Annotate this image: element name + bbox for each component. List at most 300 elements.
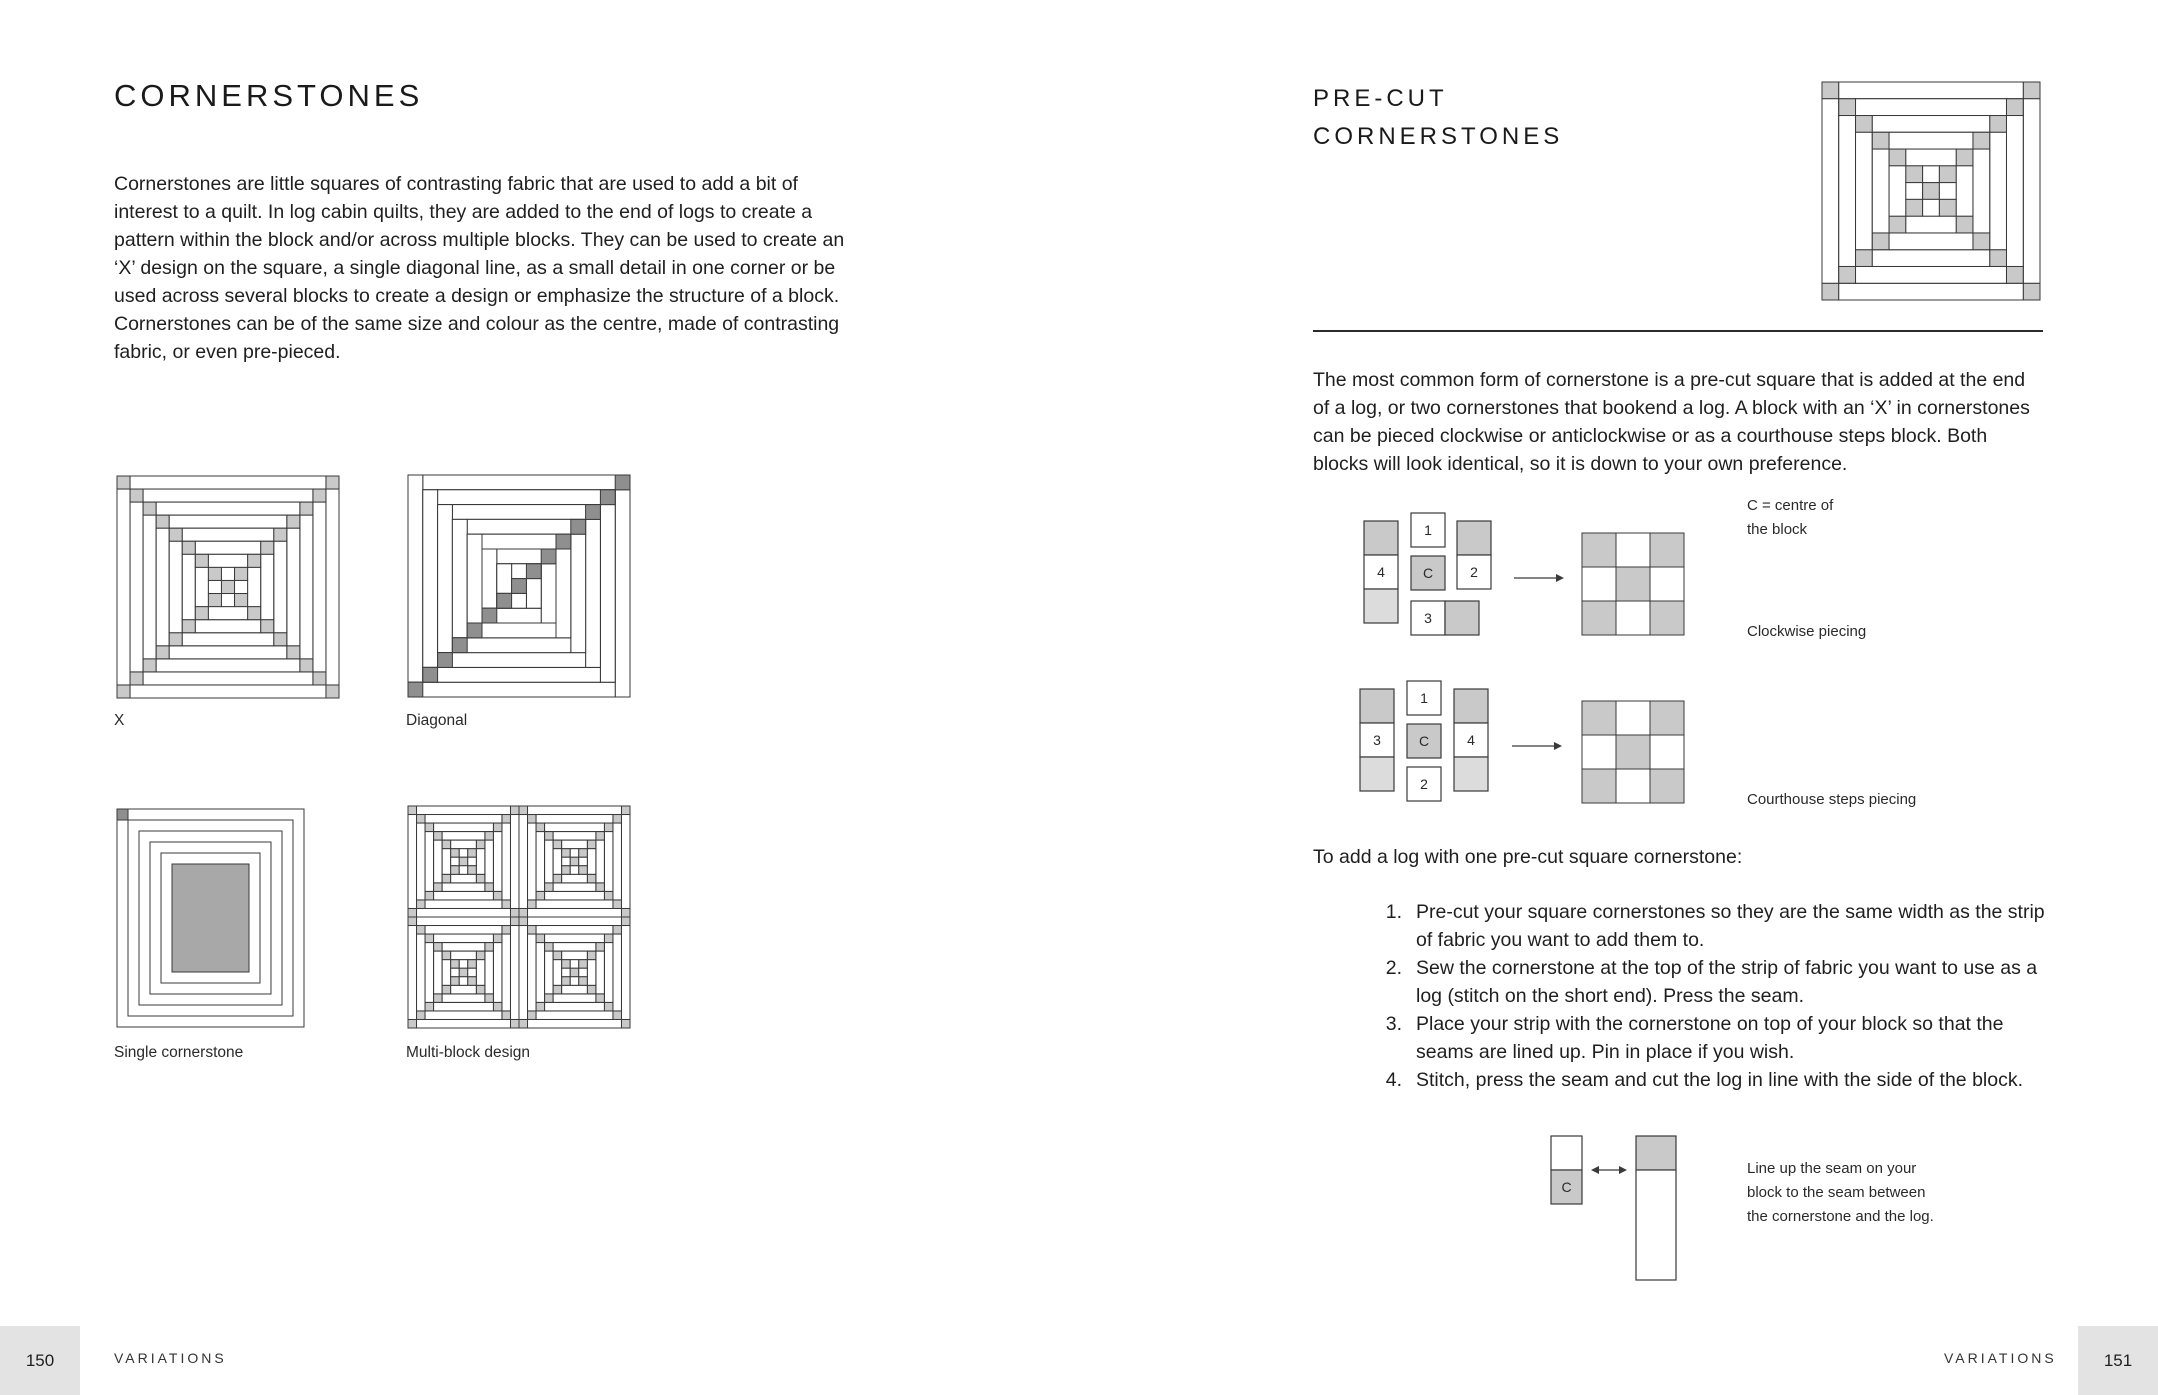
log — [1889, 233, 1973, 250]
log — [300, 515, 313, 659]
centre-cell — [1939, 166, 1956, 183]
cornerstone — [417, 900, 426, 909]
log — [493, 943, 502, 1003]
log — [536, 900, 613, 909]
log — [1872, 250, 1989, 267]
centre-letter: C — [1422, 565, 1434, 581]
cornerstone — [117, 809, 128, 820]
log — [425, 943, 434, 1003]
cornerstone — [600, 490, 615, 505]
centre-cell — [570, 849, 579, 858]
log — [182, 633, 273, 646]
centre-cell — [235, 580, 248, 593]
log — [1990, 132, 2007, 249]
log — [476, 849, 485, 875]
cornerstone — [117, 685, 130, 698]
log — [467, 534, 482, 623]
log — [613, 823, 622, 900]
log — [545, 823, 605, 832]
seam-note-line: Line up the seam on your — [1747, 1160, 1917, 1177]
log — [425, 926, 502, 935]
piece-number-2: 2 — [1420, 776, 1428, 792]
log — [2006, 116, 2023, 267]
cornerstone — [2023, 82, 2040, 99]
cornerstone — [536, 934, 545, 943]
centre-cell — [570, 960, 579, 969]
log — [434, 840, 443, 883]
log — [600, 505, 615, 683]
centre-cell — [451, 849, 460, 858]
cornerstone — [326, 685, 339, 698]
log — [208, 607, 247, 620]
result-cell — [1650, 533, 1684, 567]
cornerstone — [553, 840, 562, 849]
centre-note-line: the block — [1747, 521, 1808, 538]
log — [528, 917, 622, 926]
cornerstone — [528, 900, 537, 909]
cornerstone — [493, 891, 502, 900]
courthouse-piecing-diagram — [1360, 681, 1684, 803]
log — [476, 960, 485, 986]
cornerstone — [536, 1002, 545, 1011]
steps-intro: To add a log with one pre-cut square cornerstone: — [1313, 846, 1743, 868]
log — [536, 1011, 613, 1020]
piece-number-3: 3 — [1424, 610, 1432, 626]
centre-cell — [235, 594, 248, 607]
centre-cell — [1923, 183, 1940, 200]
cornerstone — [528, 926, 537, 935]
cornerstone — [425, 934, 434, 943]
result-cell — [1616, 769, 1650, 803]
intro-line: can be pieced clockwise or anticlockwise or as a courthouse steps block. Both — [1313, 425, 1988, 447]
centre-cell — [579, 968, 588, 977]
log — [553, 883, 596, 892]
log — [545, 891, 605, 900]
cornerstone — [613, 900, 622, 909]
log — [438, 490, 616, 505]
log — [493, 832, 502, 892]
cornerstone — [417, 926, 426, 935]
precut-intro-paragraph — [1313, 366, 2053, 478]
cornerstone — [519, 908, 528, 917]
centre-cell — [208, 580, 221, 593]
cornerstone — [556, 534, 571, 549]
cornerstone — [510, 908, 519, 917]
centre-cell — [208, 567, 221, 580]
cornerstone — [2023, 283, 2040, 300]
cornerstone — [545, 832, 554, 841]
cornerstone — [485, 943, 494, 952]
result-cell — [1616, 735, 1650, 769]
log — [545, 951, 554, 994]
log — [130, 502, 143, 672]
cornerstone — [417, 815, 426, 824]
centre-cell — [468, 857, 477, 866]
cornerstone — [482, 608, 497, 623]
log — [536, 832, 545, 892]
cornerstone — [485, 832, 494, 841]
centre-cell — [451, 857, 460, 866]
log — [502, 934, 511, 1011]
log — [451, 874, 477, 883]
page-number-left: 150 — [0, 1326, 80, 1395]
cornerstone — [587, 840, 596, 849]
cornerstone — [553, 951, 562, 960]
log — [408, 682, 615, 697]
cornerstone — [182, 541, 195, 554]
centre-cell — [1923, 166, 1940, 183]
log — [604, 832, 613, 892]
log — [1856, 99, 2007, 116]
centre-note-line: C = centre of — [1747, 497, 1834, 514]
step-item — [1370, 1010, 2070, 1066]
log — [442, 994, 485, 1003]
cornerstone — [156, 515, 169, 528]
section-divider — [1313, 330, 2043, 332]
log — [417, 917, 511, 926]
log — [425, 1011, 502, 1020]
log — [117, 489, 130, 685]
cornerstone — [287, 646, 300, 659]
cornerstone — [621, 908, 630, 917]
log — [425, 832, 434, 892]
log — [1973, 149, 1990, 233]
centre-cell — [1906, 183, 1923, 200]
cornerstone — [502, 900, 511, 909]
cornerstone — [261, 620, 274, 633]
cornerstone — [1956, 149, 1973, 166]
log — [485, 840, 494, 883]
cornerstone — [519, 917, 528, 926]
log — [442, 960, 451, 986]
log — [451, 951, 477, 960]
cornerstone — [596, 832, 605, 841]
cornerstone — [117, 476, 130, 489]
log — [130, 476, 326, 489]
centre-cell — [579, 849, 588, 858]
step-number: 1. — [1385, 901, 1402, 923]
cornerstone — [541, 549, 556, 564]
caption-diagonal: Diagonal — [406, 712, 468, 729]
cornerstone — [545, 994, 554, 1003]
piece-number-3: 3 — [1373, 732, 1381, 748]
intro-paragraph — [114, 170, 874, 366]
caption-x: X — [114, 712, 125, 729]
intro-line: fabric, or even pre-pieced. — [114, 341, 341, 363]
log — [156, 502, 300, 515]
piece-number-4: 4 — [1467, 732, 1475, 748]
centre-cell — [579, 977, 588, 986]
centre-cell — [562, 849, 571, 858]
log — [248, 567, 261, 606]
intro-line: Cornerstones are little squares of contrasting fabric that are used to add a bit of — [114, 173, 798, 195]
log — [434, 891, 494, 900]
log — [526, 579, 541, 609]
piece-number-2: 2 — [1470, 564, 1478, 580]
step-item — [1370, 898, 2070, 954]
centre-cell — [570, 857, 579, 866]
log — [434, 823, 494, 832]
single-cornerstone-block-diagram — [115, 807, 306, 1029]
cornerstone — [596, 994, 605, 1003]
seam-note-line: block to the seam between — [1747, 1184, 1926, 1201]
piece-number-1: 1 — [1420, 690, 1428, 706]
log — [425, 815, 502, 824]
log — [528, 934, 537, 1011]
centre-cell — [468, 849, 477, 858]
centre-cell — [562, 960, 571, 969]
intro-line: Cornerstones can be of the same size and colour as the centre, made of contrasting — [114, 313, 840, 335]
cornerstone — [169, 633, 182, 646]
log — [1889, 132, 1973, 149]
log — [587, 849, 596, 875]
running-head-right: VARIATIONS — [1944, 1350, 2057, 1366]
cornerstone — [130, 672, 143, 685]
cornerstone — [613, 1011, 622, 1020]
step-number: 2. — [1385, 957, 1402, 979]
log — [408, 475, 423, 682]
cornerstone — [613, 926, 622, 935]
cornerstone — [528, 1011, 537, 1020]
log — [452, 505, 600, 520]
intro-line: ‘X’ design on the square, a single diagonal line, as a small detail in one corner or be — [114, 257, 836, 279]
x-block-header-diagram — [1820, 80, 2044, 302]
cornerstone — [604, 1002, 613, 1011]
log — [434, 934, 494, 943]
cornerstone — [596, 883, 605, 892]
clockwise-label: Clockwise piecing — [1747, 623, 1867, 640]
cornerstone — [1822, 82, 1839, 99]
log — [545, 1002, 605, 1011]
caption-multi: Multi-block design — [406, 1044, 531, 1061]
cornerstone — [408, 682, 423, 697]
cornerstone — [587, 985, 596, 994]
centre-cell — [221, 594, 234, 607]
cornerstone — [423, 667, 438, 682]
result-cell — [1582, 735, 1616, 769]
section-title-line2: CORNERSTONES — [1313, 123, 1564, 150]
cornerstone — [434, 994, 443, 1003]
cornerstone — [493, 1002, 502, 1011]
log — [497, 564, 512, 594]
cornerstone — [510, 917, 519, 926]
log — [510, 926, 519, 1020]
log — [553, 960, 562, 986]
log — [485, 951, 494, 994]
result-cell — [1650, 701, 1684, 735]
log — [1906, 216, 1956, 233]
log — [596, 951, 605, 994]
cornerstone — [442, 840, 451, 849]
cornerstone — [571, 519, 586, 534]
result-cell — [1650, 601, 1684, 635]
log — [169, 515, 287, 528]
cornerstone — [434, 832, 443, 841]
clockwise-result-grid — [1582, 533, 1684, 635]
cornerstone — [536, 891, 545, 900]
log — [562, 951, 588, 960]
log — [586, 519, 601, 667]
log — [562, 874, 588, 883]
cornerstone — [1990, 250, 2007, 267]
intro-line: pattern within the block and/or across multiple blocks. They can be used to create an — [114, 229, 845, 251]
log — [1822, 99, 1839, 283]
cornerstone — [169, 528, 182, 541]
log — [1856, 132, 1873, 249]
cornerstone — [1872, 233, 1889, 250]
log — [615, 490, 630, 697]
centre-cell — [512, 579, 527, 594]
log — [423, 475, 630, 490]
cornerstone — [587, 951, 596, 960]
log — [502, 823, 511, 900]
log — [287, 528, 300, 646]
cornerstone — [604, 891, 613, 900]
log — [596, 840, 605, 883]
centre-cell — [1906, 199, 1923, 216]
cornerstone — [519, 806, 528, 815]
seam-note-line: the cornerstone and the log. — [1747, 1208, 1934, 1225]
cornerstone — [2006, 266, 2023, 283]
cornerstone — [526, 564, 541, 579]
centre-cell — [451, 866, 460, 875]
result-cell — [1582, 701, 1616, 735]
log — [528, 823, 537, 900]
cornerstone — [604, 934, 613, 943]
centre-cell — [459, 968, 468, 977]
log — [274, 541, 287, 632]
log — [143, 489, 313, 502]
centre-cell — [579, 866, 588, 875]
cornerstone — [502, 1011, 511, 1020]
cornerstone — [467, 623, 482, 638]
log — [442, 943, 485, 952]
log — [541, 564, 556, 623]
cornerstone — [613, 815, 622, 824]
cornerstone — [476, 951, 485, 960]
steps-list — [1370, 898, 2070, 1094]
cornerstone — [156, 646, 169, 659]
log — [195, 541, 260, 554]
cornerstone — [1889, 149, 1906, 166]
cornerstone — [452, 638, 467, 653]
step-text-line: seams are lined up. Pin in place if you wish. — [1416, 1041, 1795, 1063]
cornerstone — [621, 1019, 630, 1028]
log — [482, 549, 497, 608]
log — [451, 985, 477, 994]
cornerstone — [476, 840, 485, 849]
centre-letter: C — [1418, 733, 1430, 749]
log — [621, 926, 630, 1020]
log — [423, 667, 601, 682]
centre-cell — [570, 866, 579, 875]
log — [417, 934, 426, 1011]
log — [467, 519, 585, 534]
log — [326, 489, 339, 685]
cornerstone — [1839, 99, 1856, 116]
log — [1889, 166, 1906, 216]
centre-cell — [221, 580, 234, 593]
cornerstone — [545, 883, 554, 892]
cornerstone — [248, 554, 261, 567]
centre-cell — [451, 977, 460, 986]
cornerstone — [408, 806, 417, 815]
log — [528, 908, 622, 917]
centre-cell — [1906, 166, 1923, 183]
cornerstone — [1839, 266, 1856, 283]
cornerstone — [261, 541, 274, 554]
caption-single: Single cornerstone — [114, 1044, 244, 1061]
seam-note — [1747, 1157, 1934, 1229]
log — [143, 515, 156, 659]
cornerstone — [195, 554, 208, 567]
centre-cell — [459, 960, 468, 969]
log — [195, 620, 260, 633]
log — [562, 840, 588, 849]
cornerstone — [1956, 216, 1973, 233]
log — [434, 951, 443, 994]
seam-alignment-diagram — [1545, 1130, 1685, 1286]
log — [553, 943, 596, 952]
cornerstone — [485, 883, 494, 892]
cornerstone — [313, 489, 326, 502]
step-text-line: Sew the cornerstone at the top of the strip of fabric you want to use as a — [1416, 957, 2038, 979]
cornerstone — [493, 823, 502, 832]
log — [553, 994, 596, 1003]
log — [562, 985, 588, 994]
centre-cell — [459, 866, 468, 875]
centre-cell — [562, 977, 571, 986]
step-number: 3. — [1385, 1013, 1402, 1035]
cornerstone — [182, 620, 195, 633]
log — [442, 832, 485, 841]
log — [156, 659, 300, 672]
result-cell — [1650, 735, 1684, 769]
log — [143, 672, 313, 685]
log — [1956, 166, 1973, 216]
step-text-line: log (stitch on the short end). Press the seam. — [1416, 985, 1805, 1007]
cornerstone — [287, 515, 300, 528]
log — [604, 943, 613, 1003]
log — [545, 840, 554, 883]
log — [519, 815, 528, 909]
step-item — [1370, 954, 2070, 1010]
running-head-left: VARIATIONS — [114, 1350, 227, 1366]
cornerstone — [1822, 283, 1839, 300]
centre-cell — [468, 960, 477, 969]
log — [417, 806, 511, 815]
cornerstone — [438, 653, 453, 668]
cornerstone — [586, 505, 601, 520]
log — [425, 900, 502, 909]
log — [510, 815, 519, 909]
intro-line: of a log, or two cornerstones that bookend a log. A block with an ‘X’ in cornerstones — [1313, 397, 2030, 419]
centre-cell — [235, 567, 248, 580]
log — [408, 926, 417, 1020]
cornerstone — [476, 874, 485, 883]
section-title — [1313, 80, 1563, 156]
log — [1839, 116, 1856, 267]
log — [130, 685, 326, 698]
cornerstone — [476, 985, 485, 994]
centre-cell — [451, 968, 460, 977]
log — [519, 926, 528, 1020]
log — [528, 806, 622, 815]
cornerstone — [502, 815, 511, 824]
cornerstone — [143, 502, 156, 515]
x-block-diagram — [115, 474, 343, 696]
cornerstone — [425, 823, 434, 832]
